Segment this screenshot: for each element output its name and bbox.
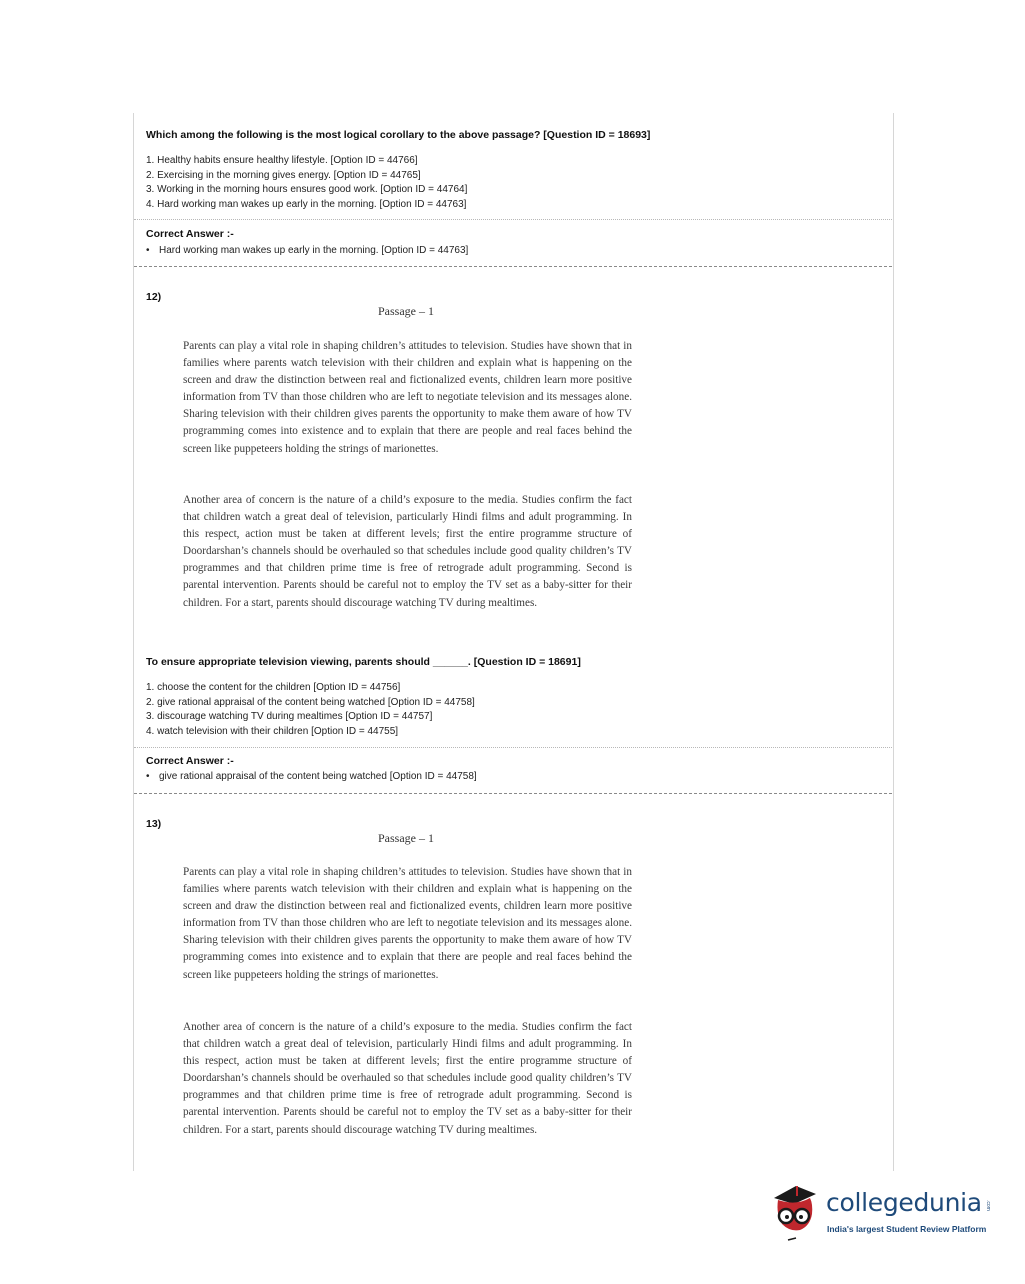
option-1: 1. choose the content for the children [Option ID = 44756]	[146, 682, 401, 693]
option-2: 2. Exercising in the morning gives energy. [Option ID = 44765]	[146, 169, 421, 181]
correct-answer-text: give rational appraisal of the content being watched [Option ID = 44758]	[159, 771, 477, 782]
correct-answer-text: Hard working man wakes up early in the morning. [Option ID = 44763]	[159, 245, 469, 256]
logo-tagline: India's largest Student Review Platform	[827, 1224, 987, 1234]
option-2: 2. give rational appraisal of the content being watched [Option ID = 44758]	[146, 696, 475, 708]
bullet-icon: •	[146, 245, 150, 256]
passage-paragraph-2: Another area of concern is the nature of a child’s exposure to the media. Studies confirm the fact that children watch a great deal of television, particularly Hindi films and adult programming. In this respect, action must be taken at different levels; first the entire programme structure of Doordarshan’s channels should be overhauled so that schedules include good quality children’s TV programmes and that children prime time is free of retrograde adult programming. Second is parental intervention. Parents should be careful not to employ the TV set as a baby-sitter for their children. For a start, parents should discourage watching TV during mealtimes.	[183, 1021, 632, 1136]
logo-wordmark: collegedunia	[826, 1188, 982, 1217]
correct-answer	[146, 245, 468, 256]
logo-domain-suffix: .com	[985, 1200, 991, 1211]
passage-paragraph-2: Another area of concern is the nature of a child’s exposure to the media. Studies confirm the fact that children watch a great deal of television, particularly Hindi films and adult programming. In this respect, action must be taken at different levels; first the entire programme structure of Doordarshan’s channels should be overhauled so that schedules include good quality children’s TV programmes and that children prime time is free of retrograde adult programming. Second is parental intervention. Parents should be careful not to employ the TV set as a baby-sitter for their children. For a start, parents should discourage watching TV during mealtimes.	[183, 494, 632, 609]
correct-answer	[146, 771, 477, 782]
question-11-prompt: Which among the following is the most logical corollary to the above passage? [Question ID = 18693]	[146, 129, 651, 141]
passage-paragraph-1: Parents can play a vital role in shaping children’s attitudes to television. Studies have shown that in families where parents watch television with their children and explain what is happening on the screen and draw the distinction between real and fictionalized events, children learn more positive information from TV than those children who are left to negotiate television and its messages alone. Sharing television with their children gives parents the opportunity to make them aware of how TV programming comes into existence and to explain that there are people and real faces behind the screen like puppeteers holding the strings of marionettes.	[183, 340, 632, 455]
correct-answer-label: Correct Answer :-	[146, 228, 234, 240]
option-3: 3. discourage watching TV during mealtimes [Option ID = 44757]	[146, 711, 433, 723]
passage-title: Passage – 1	[378, 831, 434, 845]
correct-answer-label: Correct Answer :-	[146, 755, 234, 767]
question-divider	[134, 266, 892, 267]
divider	[134, 747, 892, 748]
question-number: 13)	[146, 818, 162, 830]
question-12-options	[146, 681, 475, 739]
mascot-icon	[766, 1180, 822, 1242]
question-number: 12)	[146, 291, 162, 303]
passage-title: Passage – 1	[378, 304, 434, 318]
collegedunia-logo	[766, 1178, 996, 1248]
option-3: 3. Working in the morning hours ensures good work. [Option ID = 44764]	[146, 184, 468, 196]
question-12-prompt: To ensure appropriate television viewing, parents should ______. [Question ID = 18691]	[146, 656, 581, 668]
question-divider	[134, 793, 892, 794]
bullet-icon: •	[146, 771, 150, 782]
passage-paragraph-1: Parents can play a vital role in shaping children’s attitudes to television. Studies have shown that in families where parents watch television with their children and explain what is happening on the screen and draw the distinction between real and fictionalized events, children learn more positive information from TV than those children who are left to negotiate television and its messages alone. Sharing television with their children gives parents the opportunity to make them aware of how TV programming comes into existence and to explain that there are people and real faces behind the screen like puppeteers holding the strings of marionettes.	[183, 866, 632, 981]
question-panel	[133, 113, 894, 1171]
divider	[134, 219, 892, 220]
question-11-options	[146, 154, 467, 212]
option-1: 1. Healthy habits ensure healthy lifestyle. [Option ID = 44766]	[146, 155, 418, 166]
option-4: 4. Hard working man wakes up early in the morning. [Option ID = 44763]	[146, 198, 467, 210]
option-4: 4. watch television with their children [Option ID = 44755]	[146, 725, 399, 737]
